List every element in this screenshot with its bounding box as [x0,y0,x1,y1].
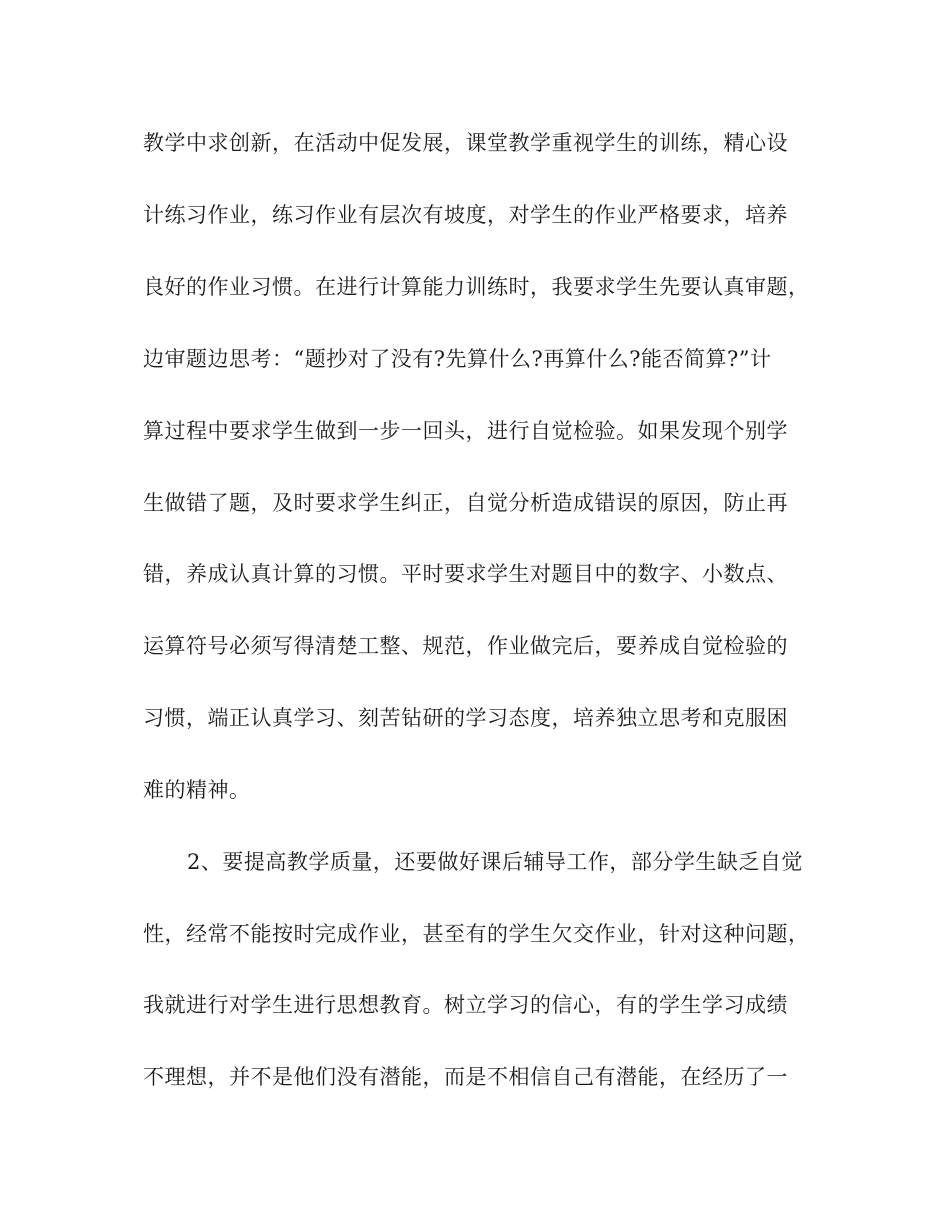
body-text-line: 错，养成认真计算的习惯。平时要求学生对题目中的数字、小数点、 [143,562,788,586]
body-text-line: 边审题边思考：“题抄对了没有?先算什么?再算什么?能否简算?”计 [143,347,772,371]
body-text-line: 计练习作业，练习作业有层次有坡度，对学生的作业严格要求，培养 [143,203,788,227]
body-text-line: 不理想，并不是他们没有潜能，而是不相信自己有潜能，在经历了一 [143,1065,788,1089]
body-text-line: 生做错了题，及时要求学生纠正，自觉分析造成错误的原因，防止再 [143,491,788,515]
paragraph-start-line: 2、要提高教学质量，还要做好课后辅导工作，部分学生缺乏自觉 [187,850,803,874]
body-text-line: 性，经常不能按时完成作业，甚至有的学生欠交作业，针对这种问题， [143,922,810,946]
body-text-line: 良好的作业习惯。在进行计算能力训练时，我要求学生先要认真审题， [143,275,810,299]
body-text-line: 难的精神。 [143,778,251,802]
body-text-line: 习惯，端正认真学习、刻苦钻研的学习态度，培养独立思考和克服困 [143,706,788,730]
body-text-line: 算过程中要求学生做到一步一回头，进行自觉检验。如果发现个别学 [143,419,788,443]
body-text-line: 教学中求创新，在活动中促发展，课堂教学重视学生的训练，精心设 [143,131,788,155]
body-text-line: 运算符号必须写得清楚工整、规范，作业做完后，要养成自觉检验的 [143,634,788,658]
body-text-line: 我就进行对学生进行思想教育。树立学习的信心，有的学生学习成绩 [143,993,788,1017]
